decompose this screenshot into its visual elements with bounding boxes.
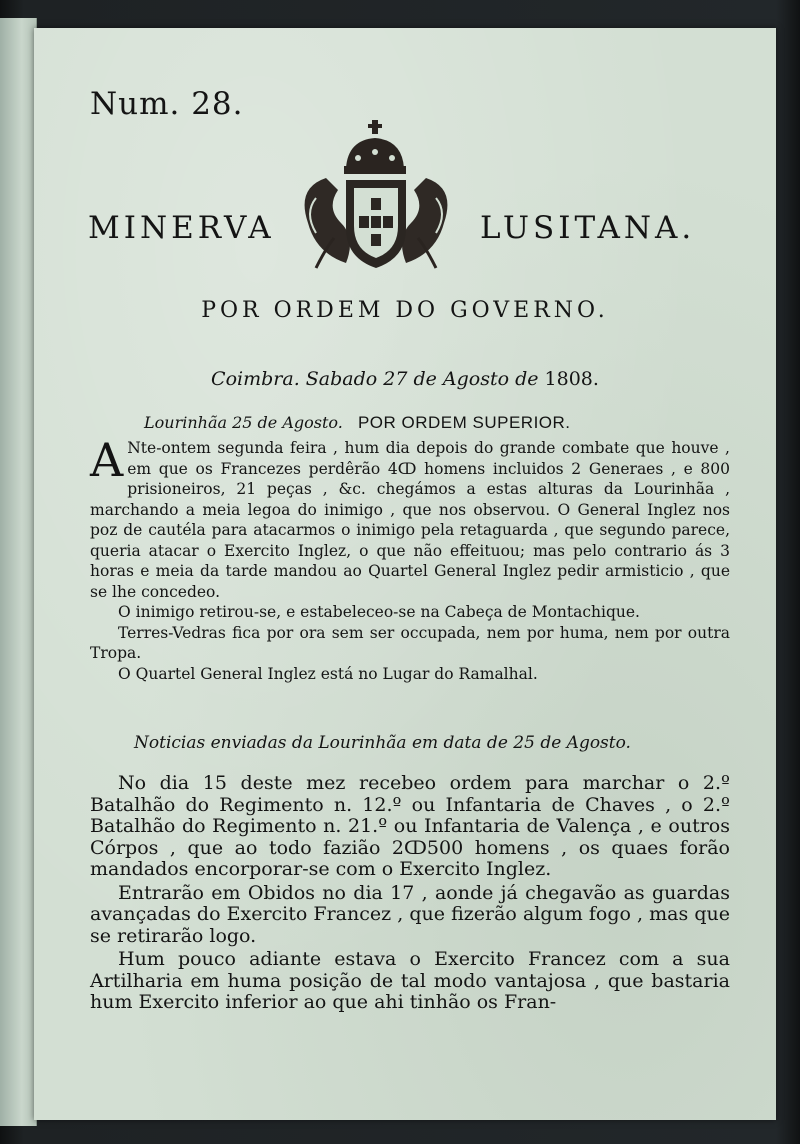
paragraph: Hum pouco adiante estava o Exercito Francez com a sua Artilharia em huma posição de tal modo vantajosa , que bastaria hum Exercito inferior ao que ahi tinhão os Fran- — [90, 948, 730, 1013]
previous-page-edge — [0, 18, 37, 1126]
issue-number: Num. 28. — [90, 86, 244, 122]
newspaper-page — [34, 28, 776, 1120]
paragraph: O inimigo retirou-se, e estabeleceo-se na Cabeça de Montachique. — [118, 603, 640, 621]
paragraph: Terres-Vedras fica por ora sem ser occupada, nem por huma, nem por outra Tropa. — [90, 623, 730, 662]
paragraph — [90, 433, 730, 602]
news-heading: Noticias enviadas da Lourinhãa em data de 25 de Agosto. — [134, 733, 631, 753]
byline-place: Lourinhãa 25 de Agosto. — [144, 413, 343, 432]
paragraph-text: Nte-ontem segunda feira , hum dia depois do grande combate que houve , em que os Francezes perdêrão 4ↀ homens incluidos 2 Generaes , e 800 prisioneiros, 21 peças , &c. chegámos a estas alturas da Lourinhãa , marchando a meia legoa do inimigo , que nos observou. O General Inglez nos poz de cautéla para atacarmos o inimigo pela retaguarda , que segundo parece, queria atacar o Exercito Inglez, o que não effeituou; mas pelo contrario ás 3 horas e meia da tarde mandou ao Quartel General Inglez pedir armisticio , que se lhe concedeo. — [90, 439, 730, 601]
news-body — [90, 773, 730, 1014]
article-body — [90, 433, 730, 684]
byline — [144, 413, 571, 433]
byline-order: POR ORDEM SUPERIOR. — [357, 413, 571, 432]
paragraph: Entrarão em Obidos no dia 17 , aonde já chegavão as guardas avançadas do Exercito Francez , que fizerão algum fogo , mas que se retirarão logo. — [90, 881, 730, 947]
dateline — [34, 368, 776, 390]
dateline-year: 1808. — [544, 368, 599, 390]
masthead-right: LUSITANA. — [480, 210, 696, 246]
paragraph: No dia 15 deste mez recebeo ordem para marchar o 2.º Batalhão do Regimento n. 12.º ou Infantaria de Chaves , o 2.º Batalhão do Regimento n. 21.º ou Infantaria de Valença , e outros Córpos , que ao todo fazião 2ↀ500 homens , os quaes forão mandados encorporar-se com o Exercito Inglez. — [90, 772, 730, 880]
royal-coat-of-arms-icon — [286, 118, 466, 278]
paragraph: O Quartel General Inglez está no Lugar do Ramalhal. — [118, 664, 538, 683]
dateline-text: Coimbra. Sabado 27 de Agosto de — [211, 368, 539, 390]
subheading: POR ORDEM DO GOVERNO. — [201, 298, 609, 323]
masthead-left: MINERVA — [88, 210, 275, 246]
drop-cap: A — [90, 433, 124, 487]
